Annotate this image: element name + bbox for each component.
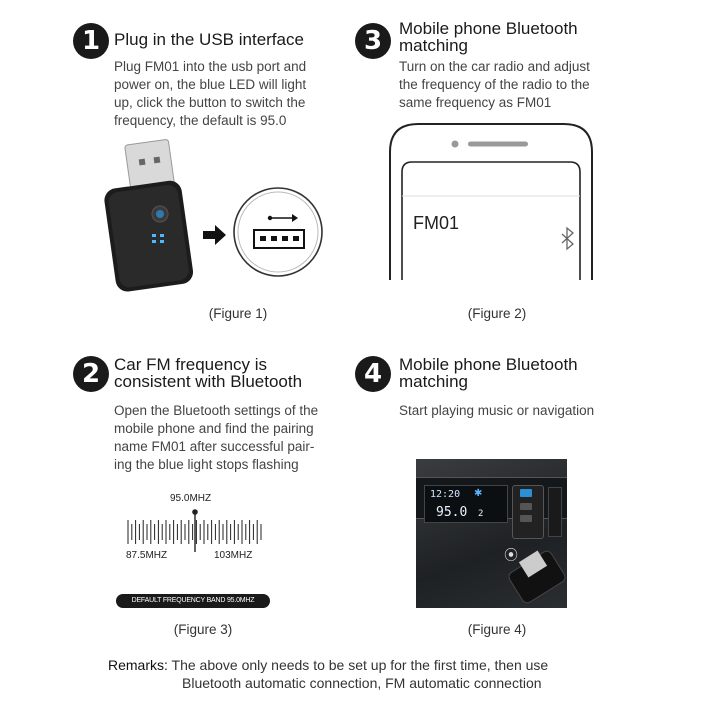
step-2-number: 2 bbox=[73, 356, 109, 392]
step-1-number: 1 bbox=[73, 23, 109, 59]
radio-frequency: 95.0 bbox=[436, 505, 468, 520]
remarks-line-2: Bluetooth automatic connection, FM automatic connection bbox=[182, 675, 542, 691]
tuner-scale bbox=[126, 506, 266, 554]
radio-band: 2 bbox=[478, 509, 484, 519]
step-3-number: 3 bbox=[355, 23, 391, 59]
wifi-signal-icon: ⦿ bbox=[504, 547, 518, 563]
usb-dongle-illustration bbox=[100, 138, 330, 298]
figure-1-caption: (Figure 1) bbox=[208, 306, 268, 321]
remarks-label: Remarks: bbox=[108, 657, 168, 673]
radio-clock: 12:20 bbox=[430, 489, 461, 500]
phone-illustration bbox=[388, 122, 594, 280]
step-4-number: 4 bbox=[355, 356, 391, 392]
step-4-body: Start playing music or navigation bbox=[399, 403, 595, 418]
figure-4-caption: (Figure 4) bbox=[467, 622, 527, 637]
figure-3-caption: (Figure 3) bbox=[173, 622, 233, 637]
figure-2-caption: (Figure 2) bbox=[467, 306, 527, 321]
step-1-body: Plug FM01 into the usb port and power on, the blue LED will light up, click the button to switch the frequency, the default is 95.0 bbox=[114, 59, 307, 128]
step-1-title: Plug in the USB interface bbox=[114, 30, 304, 49]
step-4-title: Mobile phone Bluetooth matching bbox=[399, 355, 578, 391]
remarks bbox=[108, 656, 668, 692]
step-2-title: Car FM frequency is consistent with Bluetooth bbox=[114, 355, 303, 391]
default-frequency-badge: DEFAULT FREQUENCY BAND 95.0MHZ bbox=[116, 594, 270, 608]
tuner-center-label: 95.0MHZ bbox=[170, 493, 212, 504]
remarks-line-1: The above only needs to be set up for the first time, then use bbox=[171, 657, 549, 673]
tuner-max-label: 103MHZ bbox=[214, 550, 253, 561]
step-2-body: Open the Bluetooth settings of the mobile phone and find the pairing name FM01 after successful pair- ing the blue light stops flashing bbox=[114, 403, 319, 472]
step-3-body: Turn on the car radio and adjust the frequency of the radio to the same frequency as FM01 bbox=[399, 59, 590, 110]
phone-device-name[interactable]: FM01 bbox=[413, 213, 460, 233]
car-radio-photo bbox=[416, 459, 567, 608]
tuner-min-label: 87.5MHZ bbox=[126, 550, 168, 561]
step-3-title: Mobile phone Bluetooth matching bbox=[399, 19, 578, 55]
bluetooth-icon: ✱ bbox=[474, 488, 483, 499]
